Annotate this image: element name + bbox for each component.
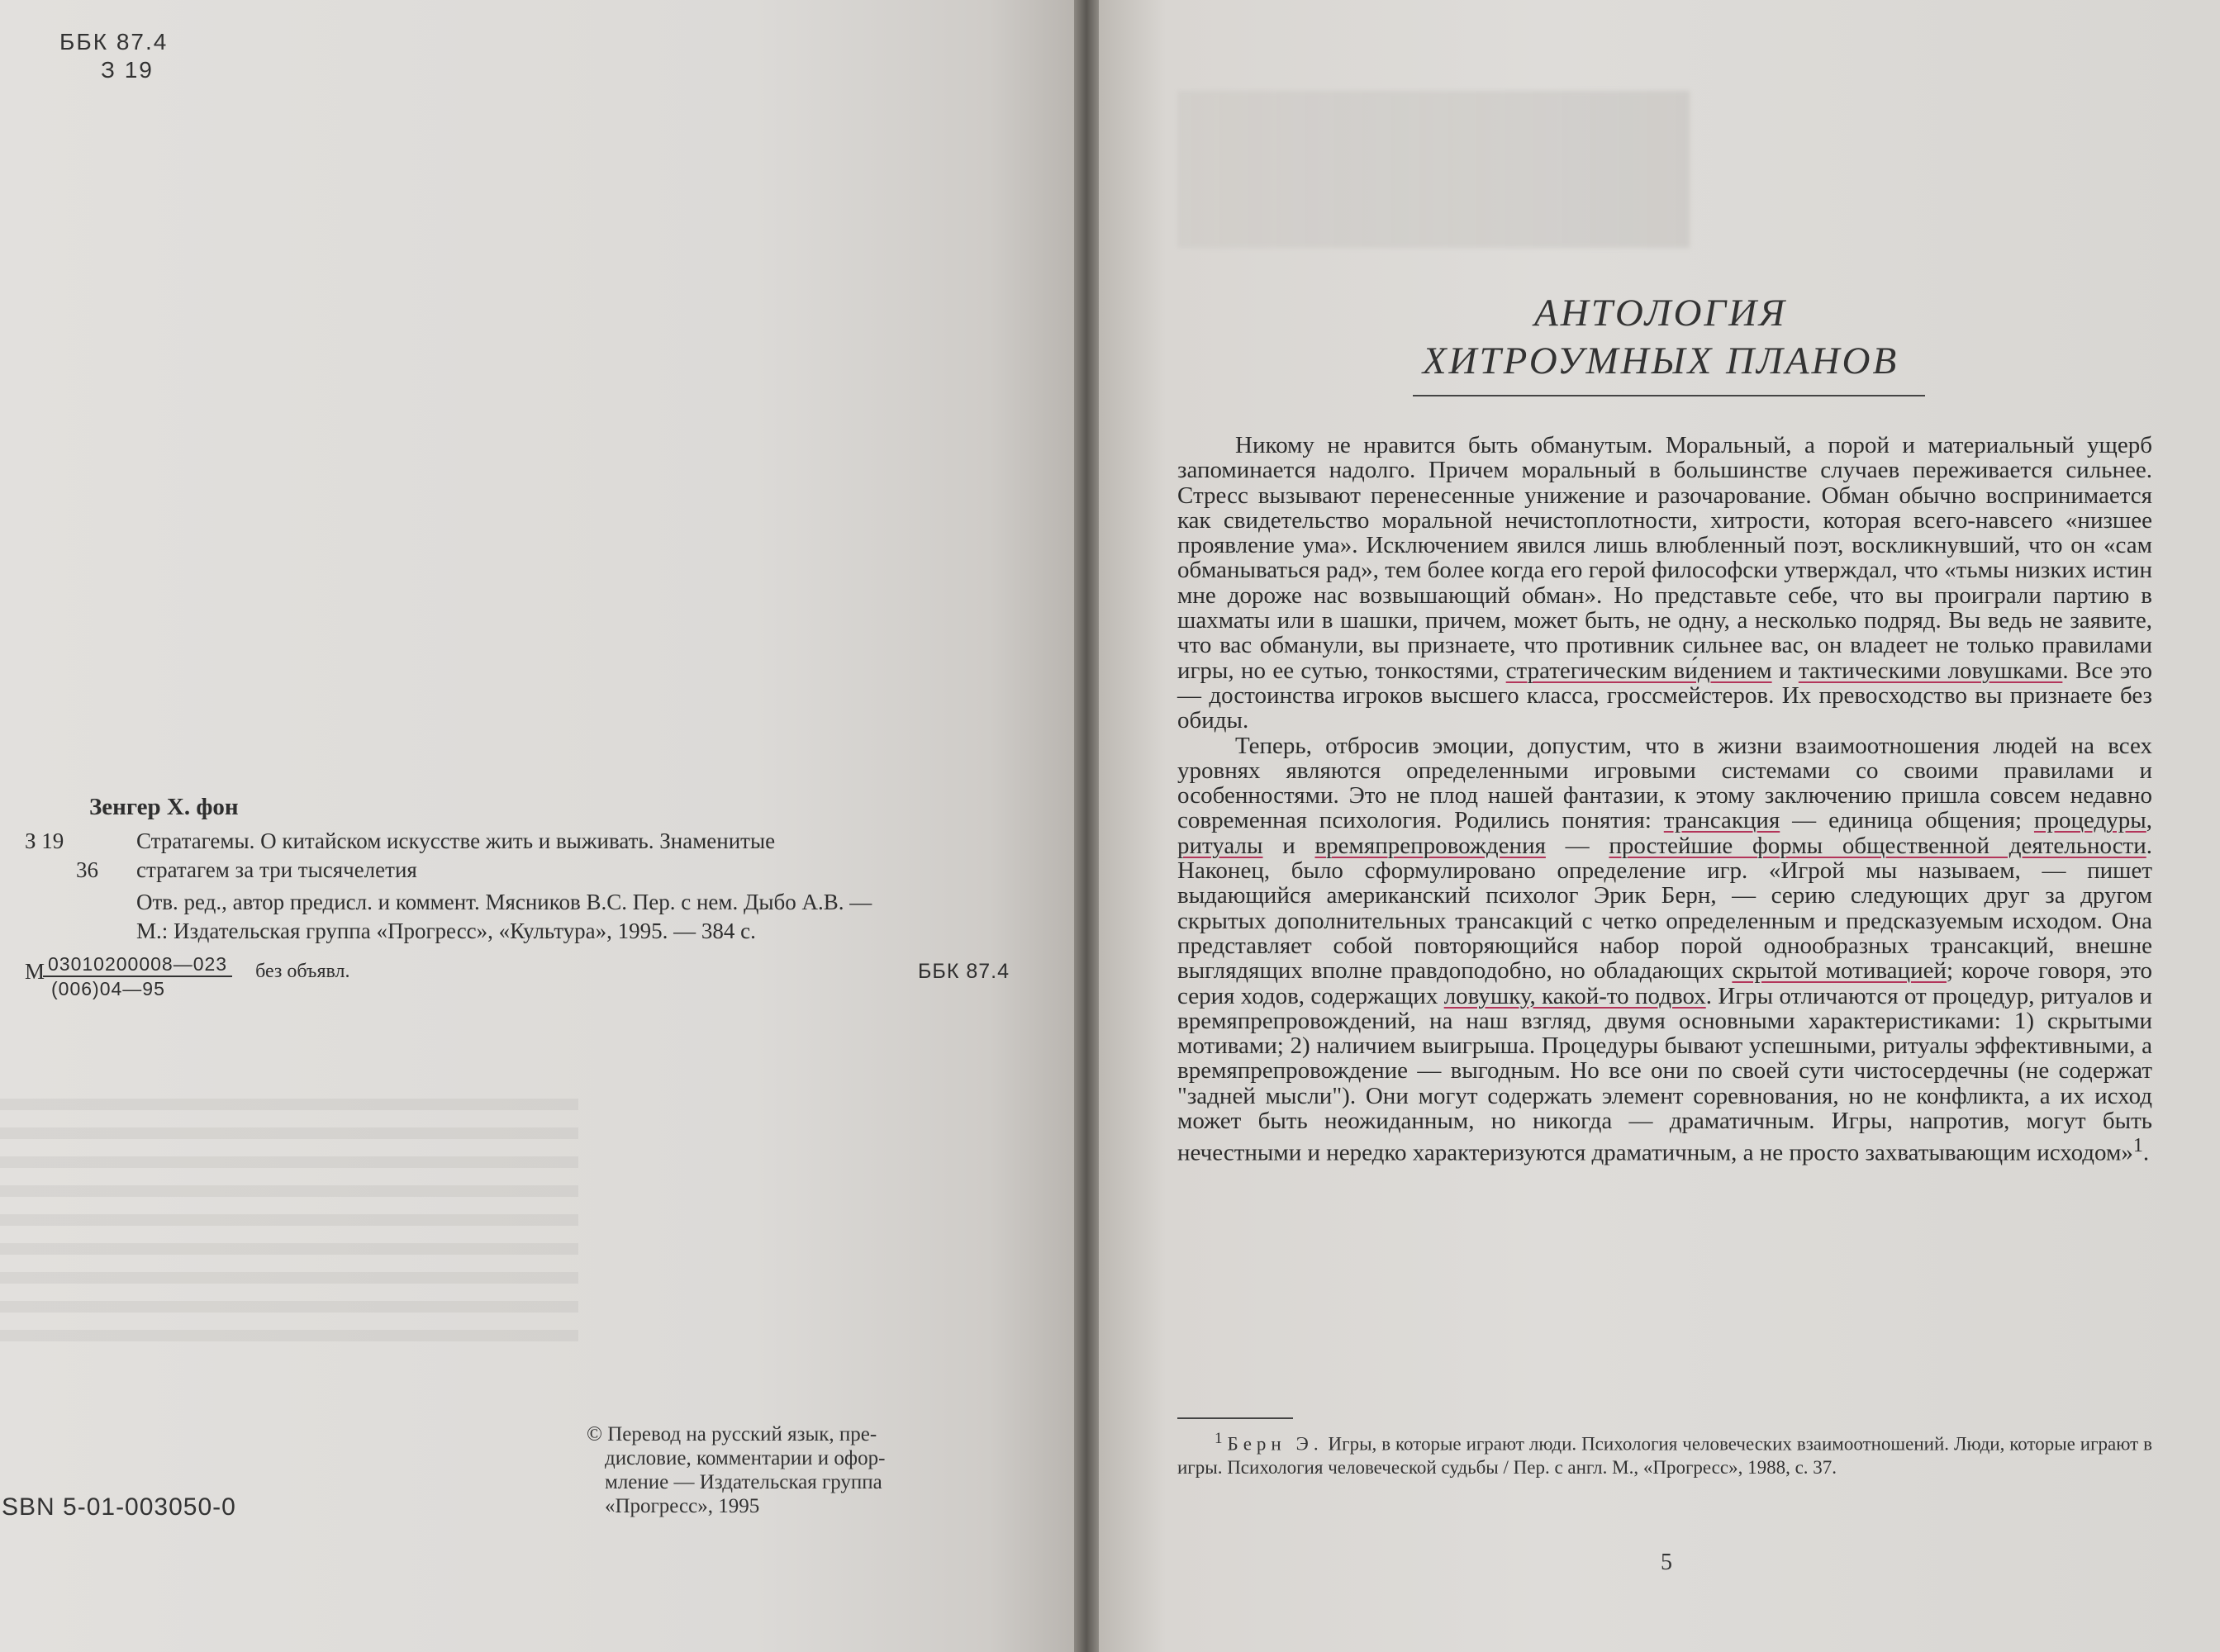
catalog-bbk: ББК 87.4 (918, 960, 1010, 983)
text-run: . Все это — достоинства игроков высшего класса, гроссмейстеров. Их превосходство вы признаете без обиды. (1177, 657, 2152, 734)
chapter-title-line1: АНТОЛОГИЯ (1534, 292, 1787, 335)
footnote-reference: 1 (2132, 1134, 2143, 1157)
text-run: . (2142, 1139, 2150, 1166)
catalog-title-line1: Стратагемы. О китайском искусстве жить и выживать. Знаменитые (136, 828, 776, 853)
underlined-phrase: стратегическим ви́дением (1505, 657, 1772, 684)
copyright-line: «Прогресс», 1995 (605, 1495, 760, 1517)
paragraph (1177, 733, 2152, 1166)
footnote-rule (1177, 1417, 1293, 1419)
title-rule (1413, 395, 1925, 396)
footnote-text (1177, 1427, 2152, 1479)
catalog-note: без объявл. (255, 961, 350, 982)
text-run: Никому не нравится быть обманутым. Моральный, а порой и материальный ущерб запоминается надолго. Причем моральный в большинстве случаев переживается сильнее. Стресс вызывают перенесенные унижение и разочарование. Обман обычно воспринимается как свидетельство моральной нечистоплотности, хитрости, которая всего-навсего «низшее проявление ума». Исключением явился лишь влюбленный поэт, воскликнувший, что он «сам обманываться рад», тем более когда его герой философски утверждал, что «тьмы низких истин мне дороже нас возвышающий обман». Но представьте себе, что вы проиграли партию в шахматы или в шашки, причем, может быть, не одну, а несколько подряд. Вы ведь не заявите, что вас обманули, вы признаете, что противник сильнее вас, он владеет не только правилами игры, но ее сутью, тонкостями, (1177, 432, 2152, 684)
page-number: 5 (1661, 1550, 1672, 1575)
catalog-credits: Отв. ред., автор предисл. и коммент. Мясников В.С. Пер. с нем. Дыбо А.В. — (136, 890, 872, 914)
footnote (1177, 1427, 2152, 1479)
text-run: и (1262, 832, 1315, 859)
catalog-author: Зенгер Х. фон (89, 794, 239, 820)
copyright-line: дисловие, комментарии и офор- (605, 1447, 886, 1469)
footnote-number: 1 (1215, 1430, 1223, 1447)
text-run: и (1771, 657, 1799, 684)
catalog-code: З 19 (25, 828, 64, 853)
catalog-title-row (25, 827, 1016, 856)
catalog-card (25, 793, 1016, 1000)
catalog-title-number: 36 (76, 857, 98, 882)
underlined-phrase: трансакция (1663, 807, 1780, 834)
paragraph (1177, 433, 2152, 733)
footnote-author: Берн Э. (1227, 1433, 1324, 1455)
copyright-line: мление — Издательская группа (605, 1471, 882, 1493)
body-text (1177, 433, 2152, 1165)
catalog-title-line2: стратагем за три тысячелетия (136, 857, 417, 882)
underlined-phrase: процедуры (2033, 807, 2146, 834)
underlined-phrase: тактическими ловушками (1798, 657, 2063, 684)
footnote-body: Игры, в которые играют люди. Психология человеческих взаимоотношений. Люди, которые играют в игры. Психология человеческой судьбы / Пер. с англ. М., «Прогресс», 1988, с. 37. (1177, 1433, 2152, 1478)
underlined-phrase: времяпрепровождения (1314, 832, 1546, 859)
book-gutter (1074, 0, 1099, 1652)
underlined-phrase: ловушку, какой-то подвох (1443, 982, 1706, 1009)
left-page (0, 0, 1074, 1652)
bbk-header (59, 28, 168, 84)
text-run: . Наконец, было сформулировано определение игр. «Игрой мы называем, — пишет выдающийся американский психолог Эрик Берн, — серию следующих друг за другом скрытых дополнительных трансакций с четко определенным и предсказуемым исходом. Она представляет собой повторяющийся набор порой однообразных трансакций, внешне выглядящих вполне правдоподобно, но обладающих (1177, 832, 2153, 985)
author-mark: З 19 (101, 57, 154, 83)
text-run: . Игры отличаются от процедур, ритуалов и времяпрепровождений, на наш взгляд, двумя основными характеристиками: 1) скрытыми мотивами; 2) наличием выигрыша. Процедуры бывают успешными, ритуалы эффективными, а времяпрепровождение — выгодным. Но все они по своей сути чистосердечны (не содержат "задней мысли"). Они могут содержать элемент соревнования, но не конфликта, а их исход может быть неожиданным, но никогда — драматичным. Игры, напротив, могут быть нечестными и нередко характеризуются драматичным, а не просто захватывающим исходом» (1177, 982, 2152, 1166)
fraction-denominator: (006)04—95 (51, 978, 165, 999)
copyright-notice (587, 1422, 1016, 1518)
show-through-text (0, 1099, 578, 1346)
show-through-text (1177, 91, 1690, 248)
catalog-m-letter: М (25, 959, 45, 984)
catalog-publisher: М.: Издательская группа «Прогресс», «Культура», 1995. — 384 с. (136, 919, 756, 943)
bbk-code: ББК 87.4 (59, 29, 169, 55)
text-run: Теперь, отбросив эмоции, допустим, что в жизни взаимоотношения людей на всех уровнях являются определенными игровыми системами со своими правилами и особенностями. Это не плод нашей фантазии, к этому заключению пришла совсем недавно современная психология. Родились понятия: (1177, 732, 2152, 834)
chapter-title (1355, 289, 1966, 385)
copyright-line: © Перевод на русский язык, пре- (587, 1423, 877, 1446)
catalog-title-row-2 (25, 856, 1016, 885)
text-run: ; короче говоря, это серия ходов, содержащих (1177, 957, 2152, 1009)
underlined-phrase: ритуалы (1177, 832, 1263, 859)
underlined-phrase: скрытой мотивацией (1732, 957, 1947, 985)
chapter-title-line2: ХИТРОУМНЫХ ПЛАНОВ (1422, 339, 1899, 382)
text-run: — (1545, 832, 1609, 859)
fraction-numerator: 03010200008—023 (43, 952, 232, 977)
isbn: SBN 5-01-003050-0 (2, 1493, 236, 1521)
text-run: — единица общения; (1780, 807, 2034, 834)
catalog-fraction (43, 952, 232, 1000)
text-run: , (2146, 807, 2152, 834)
catalog-classification (25, 952, 1016, 1000)
underlined-phrase: простейшие формы общественной деятельности (1609, 832, 2146, 859)
